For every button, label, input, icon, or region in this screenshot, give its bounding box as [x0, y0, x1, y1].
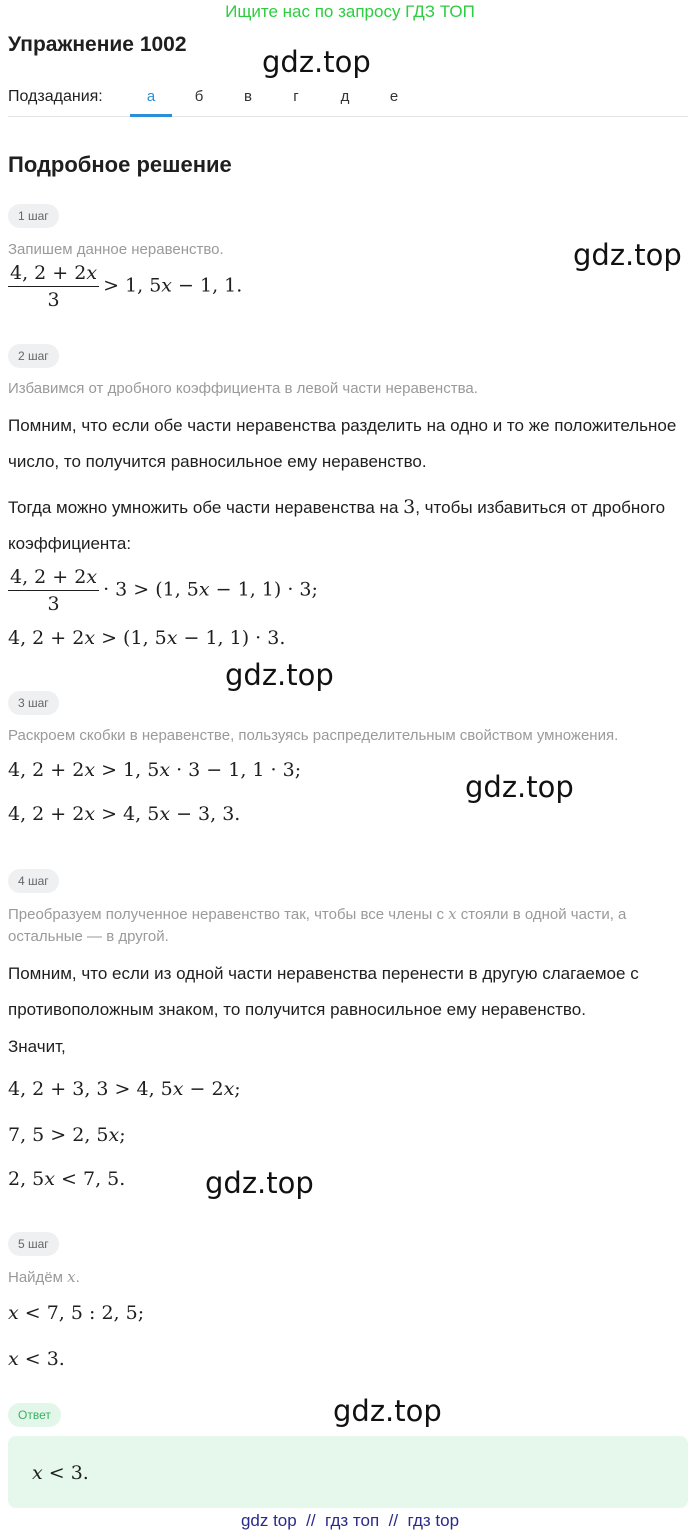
watermark: gdz.top — [205, 1166, 314, 1200]
active-tab-indicator — [130, 114, 172, 117]
step-badge: 4 шаг — [8, 869, 59, 893]
step-badge: 2 шаг — [8, 344, 59, 368]
step-note: Найдём x. — [8, 1268, 80, 1286]
tabs-divider — [8, 116, 688, 117]
step-note: Раскроем скобки в неравенстве, пользуясь распределительным свойством умножения. — [8, 727, 619, 744]
step-explanation: Помним, что если обе части неравенства разделить на одно и то же положительное число, то получится равносильное ему неравенство. — [8, 416, 677, 471]
formula: $\frac{4, 2 + 2x}{3}$ · 3 > (1, 5x − 1, 1) · 3; — [10, 566, 318, 615]
formula: 4, 2 + 2x > 1, 5x · 3 − 1, 1 · 3; — [8, 759, 302, 781]
section-title: Подробное решение — [8, 152, 232, 177]
subtask-tab-e[interactable]: е — [389, 88, 399, 105]
subtask-tab-v[interactable]: в — [244, 88, 252, 105]
step-badge: 3 шаг — [8, 691, 59, 715]
answer-badge: Ответ — [8, 1403, 61, 1427]
formula: $\frac{4, 2 + 2x}{3}$ > 1, 5x − 1, 1. — [10, 262, 243, 311]
watermark: gdz.top — [573, 238, 682, 272]
subtask-tab-a[interactable]: а — [146, 88, 156, 105]
formula: x < 7, 5 : 2, 5; — [8, 1302, 145, 1324]
watermark: gdz.top — [262, 45, 371, 79]
subtasks-label: Подзадания: — [8, 88, 103, 105]
subtask-tab-g[interactable]: г — [293, 88, 299, 105]
formula: x < 3. — [8, 1348, 65, 1370]
step-note: Преобразуем полученное неравенство так, чтобы все члены с x стояли в одной части, а остальные — в другой. — [8, 905, 627, 945]
answer-formula: x < 3. — [32, 1462, 89, 1484]
subtask-tab-b[interactable]: б — [194, 88, 204, 105]
footer-text[interactable]: gdz top // гдз топ // гдз top — [240, 1511, 460, 1530]
formula: 7, 5 > 2, 5x; — [8, 1124, 126, 1146]
page-title: Упражнение 1002 — [8, 33, 187, 56]
formula: 2, 5x < 7, 5. — [8, 1168, 126, 1190]
step-note: Запишем данное неравенство. — [8, 241, 224, 258]
formula: 4, 2 + 2x > (1, 5x − 1, 1) · 3. — [8, 627, 286, 649]
footer-links[interactable] — [0, 1511, 700, 1531]
formula: 4, 2 + 2x > 4, 5x − 3, 3. — [8, 803, 241, 825]
formula: 4, 2 + 3, 3 > 4, 5x − 2x; — [8, 1078, 241, 1100]
step-explanation: Значит, — [8, 1037, 66, 1056]
step-note: Избавимся от дробного коэффициента в левой части неравенства. — [8, 380, 478, 397]
watermark: gdz.top — [225, 658, 334, 692]
step-badge: 5 шаг — [8, 1232, 59, 1256]
watermark: gdz.top — [465, 770, 574, 804]
step-badge: 1 шаг — [8, 204, 59, 228]
step-explanation: Тогда можно умножить обе части неравенства на 3, чтобы избавиться от дробного коэффициента: — [8, 496, 666, 553]
answer-box — [8, 1436, 688, 1508]
step-explanation: Помним, что если из одной части неравенства перенести в другую слагаемое с противоположным знаком, то получится равносильное ему неравенство. — [8, 964, 639, 1019]
subtask-tab-d[interactable]: д — [340, 88, 350, 105]
promo-banner[interactable]: Ищите нас по запросу ГДЗ ТОП — [225, 2, 475, 21]
watermark: gdz.top — [333, 1394, 442, 1428]
